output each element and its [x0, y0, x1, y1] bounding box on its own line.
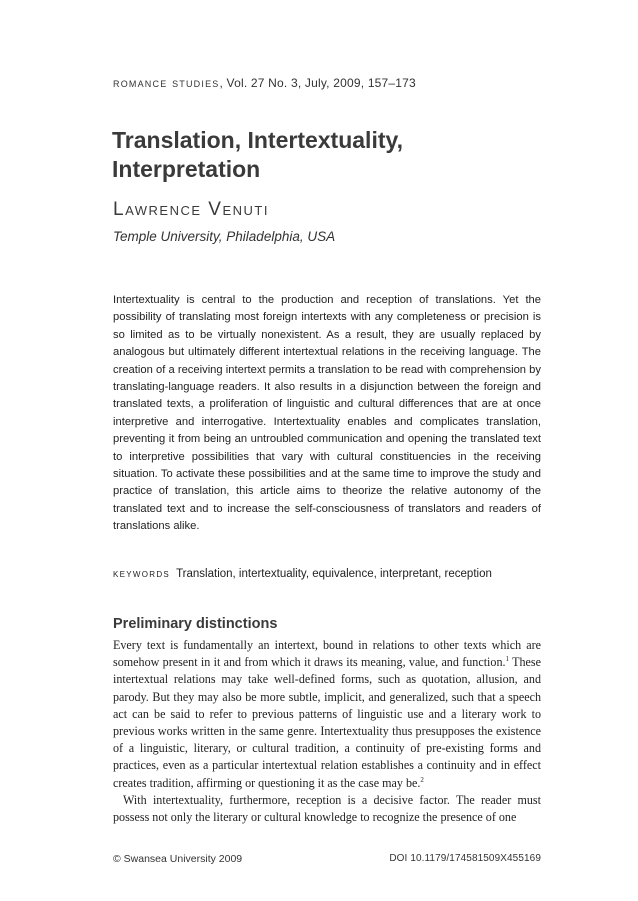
body-paragraph-1-part-a: Every text is fundamentally an intertext, bound in relations to other texts which are somehow present in it and from which it draws its meaning, value, and function.	[113, 638, 541, 670]
body-text	[113, 637, 541, 826]
body-paragraph-1	[113, 637, 541, 792]
journal-name: romance studies	[113, 76, 220, 90]
copyright-notice: © Swansea University 2009	[113, 853, 243, 865]
article-title: Translation, Intertextuality, Interpretation	[112, 127, 403, 182]
keywords-label: keywords	[113, 568, 171, 580]
body-paragraph-2: With intertextuality, furthermore, reception is a decisive factor. The reader must possess not only the literary or cultural knowledge to recognize the presence of one	[113, 792, 541, 825]
body-paragraph-1-part-b: These intertextual relations may take well-defined forms, such as quotation, allusion, and parody. But they may also be more subtle, implicit, and generalized, such that a speech act can be said to refer to previous patterns of linguistic use and a literary work to previous works written in the same genre. Intertextuality thus presupposes the existence of a linguistic, literary, or cultural tradition, a continuity of pre-existing forms and practices, even as a particular intertextual relation establishes a continuity and in effect creates tradition, affirming or questioning it as the case may be.	[113, 655, 541, 790]
section-heading: Preliminary distinctions	[113, 616, 278, 632]
footnote-ref-1[interactable]: 1	[505, 655, 510, 664]
running-head	[113, 76, 416, 90]
author-affiliation: Temple University, Philadelphia, USA	[113, 229, 336, 244]
author-name: Lawrence Venuti	[113, 199, 269, 220]
keywords-list: Translation, intertextuality, equivalence, interpretant, reception	[176, 568, 492, 580]
journal-citation: , Vol. 27 No. 3, July, 2009, 157–173	[219, 76, 416, 90]
doi-label: DOI 10.1179/174581509X455169	[389, 853, 541, 864]
keywords-line	[113, 568, 492, 580]
footnote-ref-2[interactable]: 2	[420, 775, 424, 784]
abstract: Intertextuality is central to the production and reception of translations. Yet the possibility of translating most foreign intertexts with any completeness or precision is so limited as to be virtually nonexistent. As a result, they are usually replaced by analogous but ultimately different intertextual relations in the receiving language. The creation of a receiving intertext permits a translation to be read with comprehension by translating-language readers. It also results in a disjunction between the foreign and translated texts, a proliferation of linguistic and cultural differences that are at once interpretive and interrogative. Intertextuality enables and complicates translation, preventing it from being an untroubled communication and opening the translated text to interpretive possibilities that vary with cultural constituencies in the receiving situation. To activate these possibilities and at the same time to improve the study and practice of translation, this article aims to theorize the relative autonomy of the translated text and to increase the self-consciousness of translators and readers of translations alike.	[113, 294, 541, 533]
